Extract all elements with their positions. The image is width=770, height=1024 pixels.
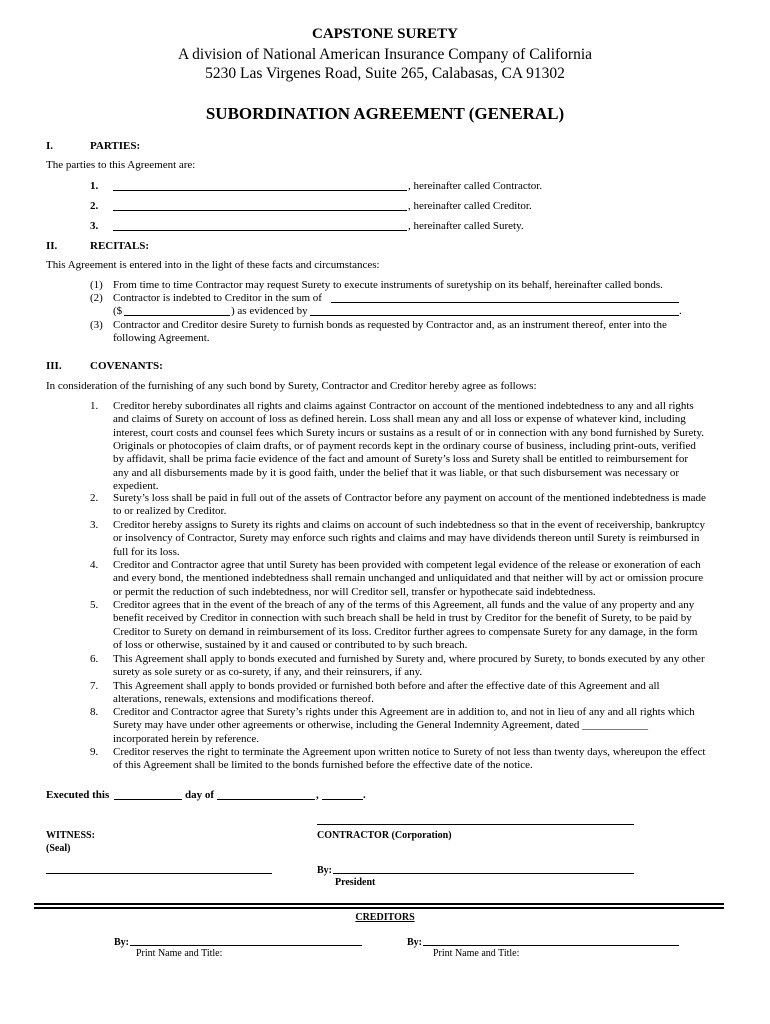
covenant-number: 3. (90, 519, 99, 531)
recital-evidenced-by: ) as evidenced by (231, 305, 308, 317)
executed-this-label: Executed this (46, 789, 110, 801)
covenant-number: 1. (90, 400, 99, 412)
creditor-signature-line-left[interactable] (130, 945, 362, 946)
covenant-text-line: Creditor hereby subordinates all rights and claims against Contractor on account of the mentioned indebtedness to any and all rights (113, 400, 694, 412)
covenant-text-line: alterations, renewals, extensions and modifications thereof. (113, 693, 374, 706)
execution-period: . (363, 789, 366, 801)
covenant-text-line: any and all disbursements made by it is good faith, under the belief that it was liable, or that such disbursement was necessary or (113, 466, 680, 479)
execution-month-field[interactable] (217, 799, 315, 800)
covenant-number: 4. (90, 559, 99, 571)
covenant-text-line: Surety’s loss shall be paid in full out of the assets of Contractor before any payment on account of the mentioned indebtedness is made (113, 492, 706, 504)
section-number-recitals: II. (46, 240, 58, 252)
division-line: A division of National American Insurance Company of California (177, 46, 593, 63)
covenant-text-line: Creditor agrees that in the event of the breach of any of the terms of this Agreement, all funds and the value of any property and any (113, 599, 695, 611)
contractor-name-field[interactable] (113, 190, 407, 191)
party-suffix: , hereinafter called Surety. (408, 220, 524, 232)
covenant-text-line: Creditor hereby assigns to Surety its rights and claims on account of such indebtedness so that in the event of receivership, bankruptcy (113, 519, 706, 531)
divider-thick-bottom (34, 907, 724, 909)
section-heading-recitals: RECITALS: (90, 240, 150, 252)
covenant-text-line: and every bond, the mentioned indebtedness shall remain unchanged and unliquidated and that neither will by act or omission procure (113, 572, 704, 585)
covenant-number: 7. (90, 680, 99, 692)
recital-text: Contractor and Creditor desire Surety to furnish bonds as requested by Contractor and, as an instrument thereof, enter into the (113, 319, 667, 331)
covenant-text-line: and claims of Surety on account of loss as defined herein. Loss shall mean any and all loss or expense of whatever kind, including (113, 413, 686, 426)
recital-number: (2) (90, 292, 103, 304)
covenant-text-line: incorporated herein by reference. (113, 732, 259, 745)
covenants-intro: In consideration of the furnishing of any such bond by Surety, Contractor and Creditor hereby agree as follows: (46, 380, 537, 392)
covenant-text-line: full for its loss. (113, 545, 180, 558)
covenant-number: 2. (90, 492, 99, 504)
indebted-sum-words-field[interactable] (331, 302, 679, 303)
execution-comma: , (316, 789, 319, 801)
covenant-number: 8. (90, 706, 99, 718)
covenant-text-line: or insolvency of Contractor, Surety may enforce such rights and claims and may have dividends thereon until Surety is reimbursed in (113, 532, 700, 545)
recital-text: From time to time Contractor may request Surety to execute instruments of suretyship on its behalf, hereinafter called bonds. (113, 279, 663, 291)
document-title: SUBORDINATION AGREEMENT (GENERAL) (205, 104, 565, 123)
print-name-label-left: Print Name and Title: (136, 948, 223, 959)
section-number-parties: I. (46, 140, 54, 152)
party-number: 1. (90, 180, 99, 192)
contractor-by-label: By: (317, 865, 332, 876)
recital-number: (3) (90, 319, 103, 331)
recitals-intro: This Agreement is entered into in the light of these facts and circumstances: (46, 259, 380, 271)
covenant-text-line: This Agreement shall apply to bonds provided or furnished both before and after the effective date of this Agreement and all (113, 680, 660, 692)
creditor-name-field[interactable] (113, 210, 407, 211)
recital-text: Contractor is indebted to Creditor in the sum of (113, 292, 322, 304)
covenant-text-line: Creditor to Surety on demand in reimbursement of its loss. Creditor further agrees to compensate Surety for any damage, in the form (113, 625, 698, 638)
execution-year-field[interactable] (322, 799, 363, 800)
party-suffix: , hereinafter called Creditor. (408, 200, 532, 212)
section-heading-covenants: COVENANTS: (90, 360, 163, 372)
covenant-number: 9. (90, 746, 99, 758)
covenant-text-line: expedient. (113, 479, 159, 492)
witness-label: WITNESS: (46, 830, 95, 841)
seal-label: (Seal) (46, 843, 71, 854)
surety-name-field[interactable] (113, 230, 407, 231)
recital-text: following Agreement. (113, 332, 210, 344)
contractor-corporation-label: CONTRACTOR (Corporation) (317, 830, 452, 841)
witness-signature-line[interactable] (46, 873, 272, 874)
covenant-text-line: Creditor and Contractor agree that until Surety has been provided with competent legal evidence of the release or exoneration of each (113, 559, 701, 571)
creditor-by-label-right: By: (407, 937, 422, 948)
covenant-text-line: Originals or photocopies of claim drafts, or of payment records kept in the ordinary course of business, including print-outs, verified (113, 439, 696, 452)
creditor-by-label-left: By: (114, 937, 129, 948)
president-label: President (335, 877, 376, 888)
covenant-number: 6. (90, 653, 99, 665)
evidenced-by-field[interactable] (310, 315, 679, 316)
creditor-signature-line-right[interactable] (423, 945, 679, 946)
covenant-text-line: surety as sole surety or as co-surety, if any, and their reinsurers, if any. (113, 666, 423, 679)
recital-period: . (679, 305, 682, 317)
day-of-label: day of (185, 789, 215, 801)
covenant-text-line: benefit received by Creditor in connection with such breach shall be held in trust by Creditor for the benefit of Surety, to be paid by (113, 612, 692, 625)
covenant-text-line: Surety may have under other agreements or otherwise, including the General Indemnity Agreement, dated ____________ (113, 719, 649, 732)
covenant-number: 5. (90, 599, 99, 611)
covenant-text-line: Creditor and Contractor agree that Surety’s rights under this Agreement are in addition to, and not in lieu of any and all rights which (113, 706, 695, 718)
covenant-text-line: Creditor reserves the right to terminate the Agreement upon written notice to Surety of not less than twenty days, whereupon the effect (113, 746, 706, 758)
divider-thick-top (34, 903, 724, 905)
recital-number: (1) (90, 279, 103, 291)
covenant-text-line: This Agreement shall apply to bonds executed and furnished by Surety and, where procured by Surety, to bonds executed by any other (113, 653, 705, 665)
address-line: 5230 Las Virgenes Road, Suite 265, Calabasas, CA 91302 (205, 65, 565, 82)
party-number: 3. (90, 220, 99, 232)
contractor-signature-line[interactable] (333, 873, 634, 874)
execution-day-field[interactable] (114, 799, 182, 800)
section-heading-parties: PARTIES: (90, 140, 141, 152)
creditors-heading: CREDITORS (355, 912, 415, 923)
company-name: CAPSTONE SURETY (311, 26, 458, 42)
covenant-text-line: or permit the reduction of such indebtedness, nor will Creditor sell, transfer or hypothecate said indebtedness. (113, 585, 596, 598)
section-number-covenants: III. (46, 360, 62, 372)
parties-intro: The parties to this Agreement are: (46, 159, 196, 171)
recital-sum-prefix: ($ (113, 305, 123, 317)
party-number: 2. (90, 200, 99, 212)
covenant-text-line: by affidavit, shall be prima facie evidence of the fact and amount of Surety’s loss and Surety shall be entitled to reimbursement for (113, 453, 688, 466)
covenant-text-line: of this Agreement shall be limited to the bonds furnished before the effective date of the notice. (113, 759, 533, 772)
contractor-name-signature-line[interactable] (317, 824, 634, 825)
indebted-sum-amount-field[interactable] (124, 315, 230, 316)
covenant-text-line: to or realized by Creditor. (113, 505, 227, 518)
covenant-text-line: of loss or otherwise, sustained by it and caused or contributed to by such breach. (113, 638, 468, 651)
covenant-text-line: interest, court costs and counsel fees which Surety incurs or sustains as a result of or in connection with any bond furnished by Surety. (113, 426, 705, 439)
party-suffix: , hereinafter called Contractor. (408, 180, 543, 192)
print-name-label-right: Print Name and Title: (433, 948, 520, 959)
